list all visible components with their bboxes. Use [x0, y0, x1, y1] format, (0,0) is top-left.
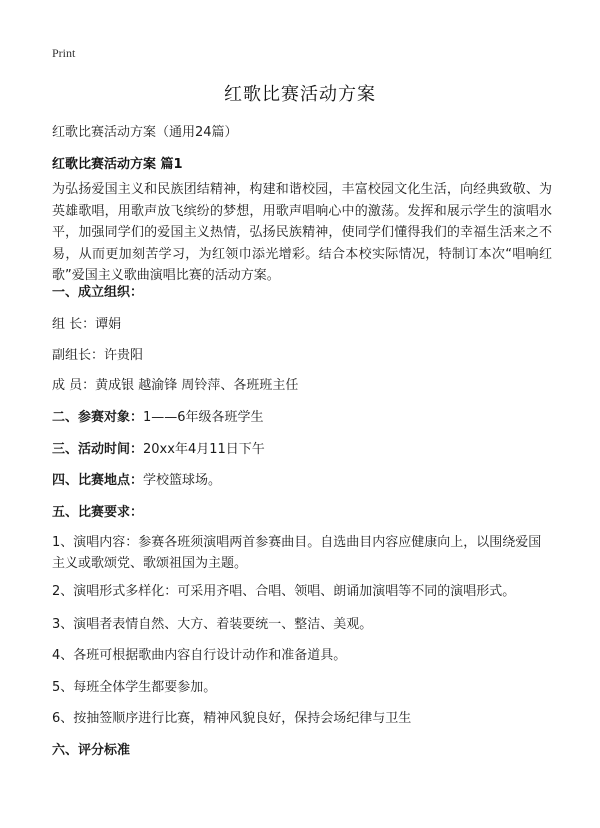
- requirement-item-6: 6、按抽签顺序进行比赛，精神风貌良好，保持会场纪律与卫生: [52, 711, 412, 726]
- requirement-item-1: 1、演唱内容：参赛各班须演唱两首参赛曲目。自选曲目内容应健康向上，以围绕爱国主义或歌颂党、歌颂祖国为主题。: [52, 535, 542, 571]
- page-title: 红歌比赛活动方案: [224, 84, 376, 105]
- requirements-heading: 五、比赛要求：: [52, 505, 144, 520]
- location-label: 四、比赛地点：: [52, 473, 144, 488]
- section-heading: 红歌比赛活动方案 篇1: [52, 157, 183, 172]
- target-line: [52, 408, 552, 428]
- print-label: Print: [52, 46, 76, 60]
- requirement-item-4: 4、各班可根据歌曲内容自行设计动作和准备道具。: [52, 648, 347, 663]
- time-value: 20xx年4月11日下午: [143, 442, 265, 457]
- document-subtitle: 红歌比赛活动方案（通用24篇）: [52, 125, 238, 140]
- org-leader: 组 长：谭娟: [52, 317, 122, 332]
- org-heading: 一、成立组织：: [52, 285, 144, 300]
- org-members: 成 员：黄成银 越渝锋 周铃萍、各班班主任: [52, 378, 299, 393]
- time-line: [52, 440, 552, 460]
- location-value: 学校篮球场。: [143, 473, 222, 488]
- requirement-item-3: 3、演唱者表情自然、大方、着装要统一、整洁、美观。: [52, 617, 373, 632]
- requirement-item-2: 2、演唱形式多样化：可采用齐唱、合唱、领唱、朗诵加演唱等不同的演唱形式。: [52, 584, 516, 599]
- target-value: 1——6年级各班学生: [143, 410, 264, 425]
- intro-paragraph: 为弘扬爱国主义和民族团结精神，构建和谐校园，丰富校园文化生活，向经典致敬、为英雄歌唱，用歌声放飞缤纷的梦想，用歌声唱响心中的激荡。发挥和展示学生的演唱水平，加强同学们的爱国主义热情，弘扬民族精神，使同学们懂得我们的幸福生活来之不易，从而更加刻苦学习，为红领巾添光增彩。结合本校实际情况，特制订本次“唱响红歌”爱国主义歌曲演唱比赛的活动方案。: [52, 182, 552, 283]
- scoring-heading: 六、评分标准: [52, 743, 131, 758]
- time-label: 三、活动时间：: [52, 442, 144, 457]
- requirement-item-5: 5、每班全体学生都要参加。: [52, 680, 217, 695]
- org-vice-leader: 副组长：许贵阳: [52, 348, 144, 363]
- target-label: 二、参赛对象：: [52, 410, 144, 425]
- location-line: [52, 471, 552, 491]
